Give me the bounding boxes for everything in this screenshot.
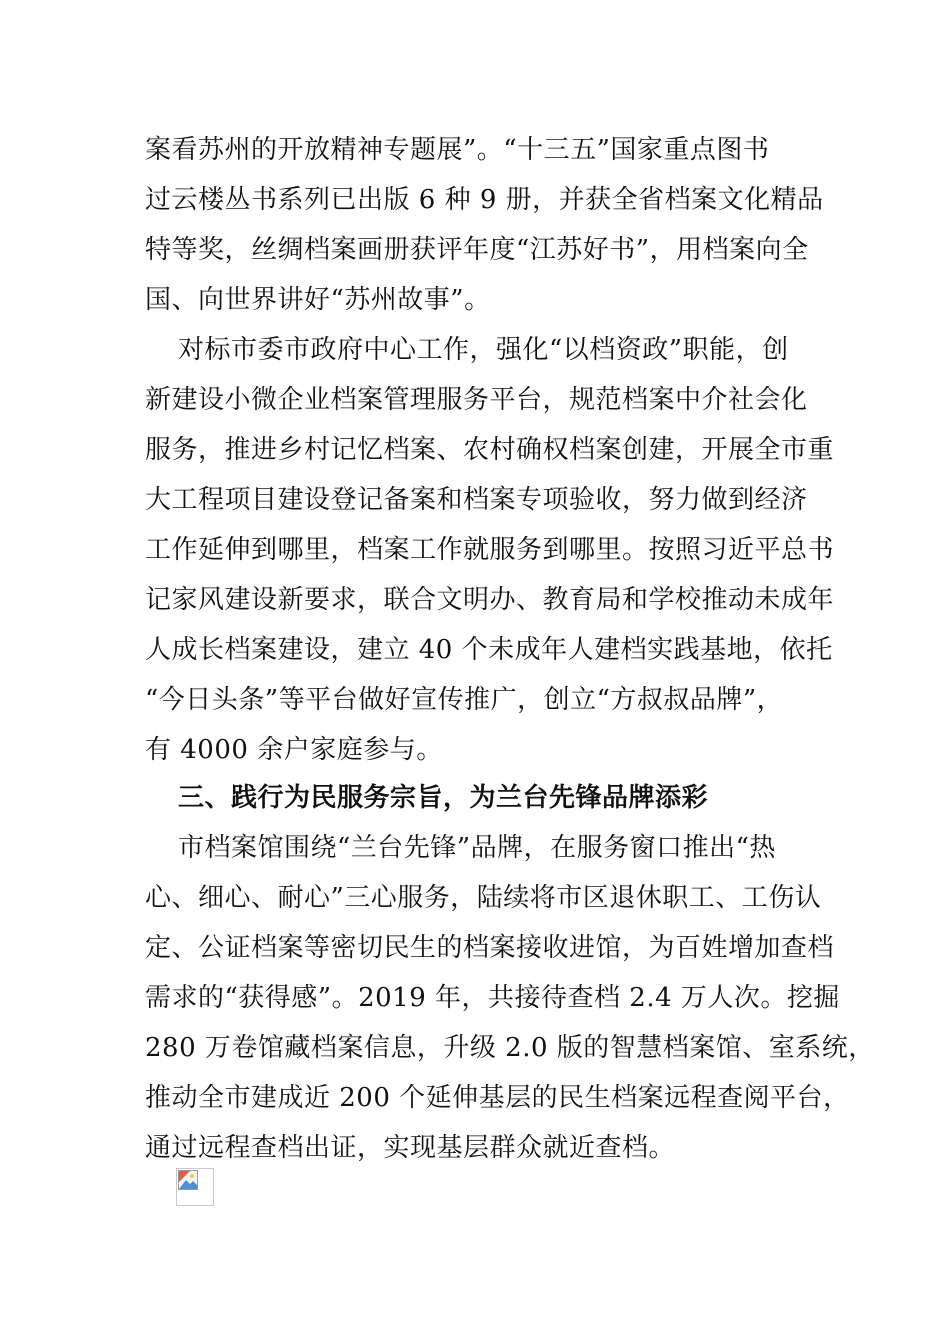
paragraph-3-line-6: 推动全市建成近 200 个延伸基层的民生档案远程查阅平台， [145, 1083, 850, 1113]
broken-image-icon [176, 1168, 214, 1206]
paragraph-1-line-1: 案看苏州的开放精神专题展”。“十三五”国家重点图书 [145, 135, 770, 165]
paragraph-2-line-1: 对标市委市政府中心工作，强化“以档资政”职能，创 [178, 335, 789, 365]
paragraph-2-line-6: 记家风建设新要求，联合文明办、教育局和学校推动未成年 [145, 585, 835, 615]
paragraph-2-line-2: 新建设小微企业档案管理服务平台，规范档案中介社会化 [145, 385, 808, 415]
paragraph-1-line-4: 国、向世界讲好“苏州故事”。 [145, 285, 491, 315]
paragraph-2-line-5: 工作延伸到哪里，档案工作就服务到哪里。按照习近平总书 [145, 535, 835, 565]
paragraph-2-line-7: 人成长档案建设，建立 40 个未成年人建档实践基地，依托 [145, 635, 833, 665]
paragraph-1-line-3: 特等奖，丝绸档案画册获评年度“江苏好书”，用档案向全 [145, 235, 809, 265]
paragraph-2-line-9: 有 4000 余户家庭参与。 [145, 735, 443, 765]
paragraph-2-line-4: 大工程项目建设登记备案和档案专项验收，努力做到经济 [145, 485, 808, 515]
paragraph-3-line-3: 定、公证档案等密切民生的档案接收进馆，为百姓增加查档 [145, 933, 835, 963]
paragraph-1-line-2: 过云楼丛书系列已出版 6 种 9 册，并获全省档案文化精品 [145, 185, 824, 215]
paragraph-3-line-7: 通过远程查档出证，实现基层群众就近查档。 [145, 1133, 676, 1163]
section-heading: 三、践行为民服务宗旨，为兰台先锋品牌添彩 [178, 783, 709, 813]
paragraph-2-line-3: 服务，推进乡村记忆档案、农村确权档案创建，开展全市重 [145, 435, 835, 465]
paragraph-2-line-8: “今日头条”等平台做好宣传推广，创立“方叔叔品牌”， [145, 685, 784, 715]
paragraph-3-line-1: 市档案馆围绕“兰台先锋”品牌，在服务窗口推出“热 [178, 833, 776, 863]
broken-image-glyph [178, 1170, 198, 1190]
paragraph-3-line-2: 心、细心、耐心”三心服务，陆续将市区退休职工、工伤认 [145, 883, 822, 913]
paragraph-3-line-4: 需求的“获得感”。2019 年，共接待查档 2.4 万人次。挖掘 [145, 983, 840, 1013]
paragraph-3-line-5: 280 万卷馆藏档案信息，升级 2.0 版的智慧档案馆、室系统， [145, 1033, 875, 1063]
